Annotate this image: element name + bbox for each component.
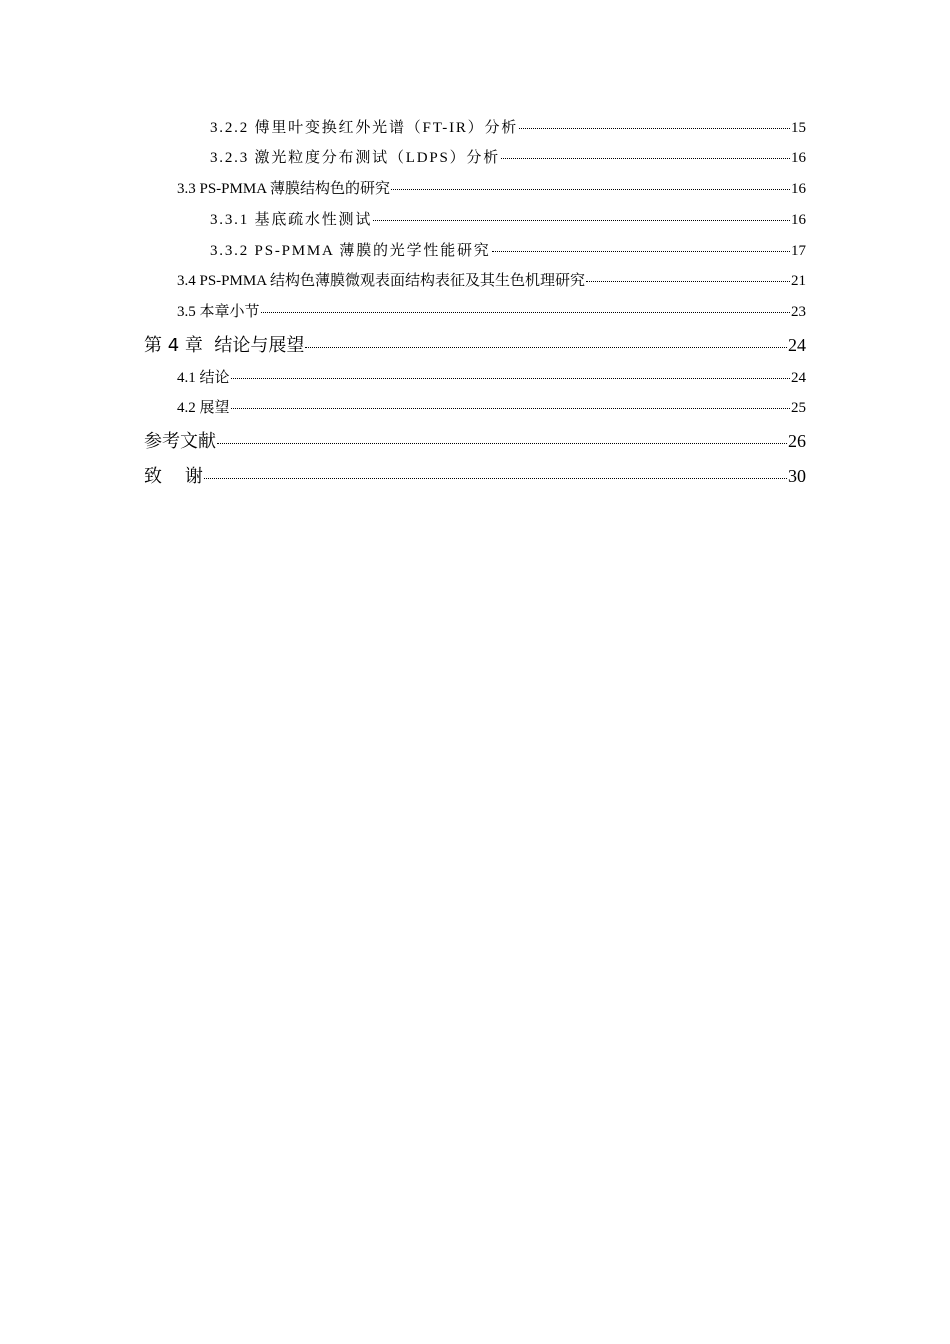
toc-entry-label: 3.4 PS-PMMA 结构色薄膜微观表面结构表征及其生色机理研究 <box>177 273 585 289</box>
toc-page-number: 15 <box>791 120 806 136</box>
toc-entry-label: 4.1 结论 <box>177 370 230 386</box>
toc-page-number: 16 <box>791 212 806 228</box>
toc-dot-leader <box>204 478 787 479</box>
toc-page-number: 17 <box>791 243 806 259</box>
toc-entry-label: 3.3 PS-PMMA 薄膜结构色的研究 <box>177 181 390 197</box>
toc-entry-label: 3.2.3 激光粒度分布测试（LDPS）分析 <box>210 150 501 166</box>
toc-page-number: 25 <box>791 400 806 416</box>
toc-entry-3-2-3[interactable] <box>210 146 806 167</box>
toc-page-number: 16 <box>791 181 806 197</box>
toc-entry-chapter-4[interactable] <box>144 331 806 357</box>
toc-page-number: 16 <box>791 150 806 166</box>
toc-entry-label: 3.5 本章小节 <box>177 304 260 320</box>
toc-entry-label: 致 谢 <box>144 466 203 487</box>
toc-entry-3-3[interactable] <box>177 177 806 198</box>
toc-page-number: 24 <box>788 335 806 355</box>
toc-entry-label: 参考文献 <box>144 431 216 452</box>
toc-dot-leader <box>231 378 790 379</box>
toc-dot-leader <box>373 220 790 221</box>
toc-entry-4-2[interactable] <box>177 396 806 417</box>
toc-page-number: 24 <box>791 370 806 386</box>
toc-page-number: 23 <box>791 304 806 320</box>
toc-dot-leader <box>391 189 790 190</box>
toc-page-number: 30 <box>788 466 806 486</box>
toc-entry-references[interactable] <box>144 427 806 453</box>
toc-entry-3-5[interactable] <box>177 300 806 321</box>
toc-dot-leader <box>261 312 790 313</box>
toc-entry-label: 第 4 章 结论与展望 <box>144 335 305 356</box>
toc-entry-3-3-1[interactable] <box>210 208 806 229</box>
toc-entry-label: 3.2.2 傅里叶变换红外光谱（FT-IR）分析 <box>210 120 519 136</box>
toc-dot-leader <box>305 347 787 348</box>
toc-entry-label: 4.2 展望 <box>177 400 230 416</box>
toc-entry-4-1[interactable] <box>177 366 806 387</box>
toc-dot-leader <box>231 408 790 409</box>
toc-dot-leader <box>492 251 790 252</box>
toc-dot-leader <box>519 128 790 129</box>
toc-dot-leader <box>501 158 790 159</box>
toc-dot-leader <box>217 443 787 444</box>
toc-page-number: 26 <box>788 431 806 451</box>
toc-entry-label: 3.3.1 基底疏水性测试 <box>210 212 373 228</box>
toc-dot-leader <box>586 281 790 282</box>
toc-entry-3-4[interactable] <box>177 269 806 290</box>
toc-page-number: 21 <box>791 273 806 289</box>
toc-entry-acknowledgements[interactable] <box>144 462 806 488</box>
toc-entry-label: 3.3.2 PS-PMMA 薄膜的光学性能研究 <box>210 243 491 259</box>
toc-entry-3-3-2[interactable] <box>210 239 806 260</box>
toc-entry-3-2-2[interactable] <box>210 116 806 137</box>
